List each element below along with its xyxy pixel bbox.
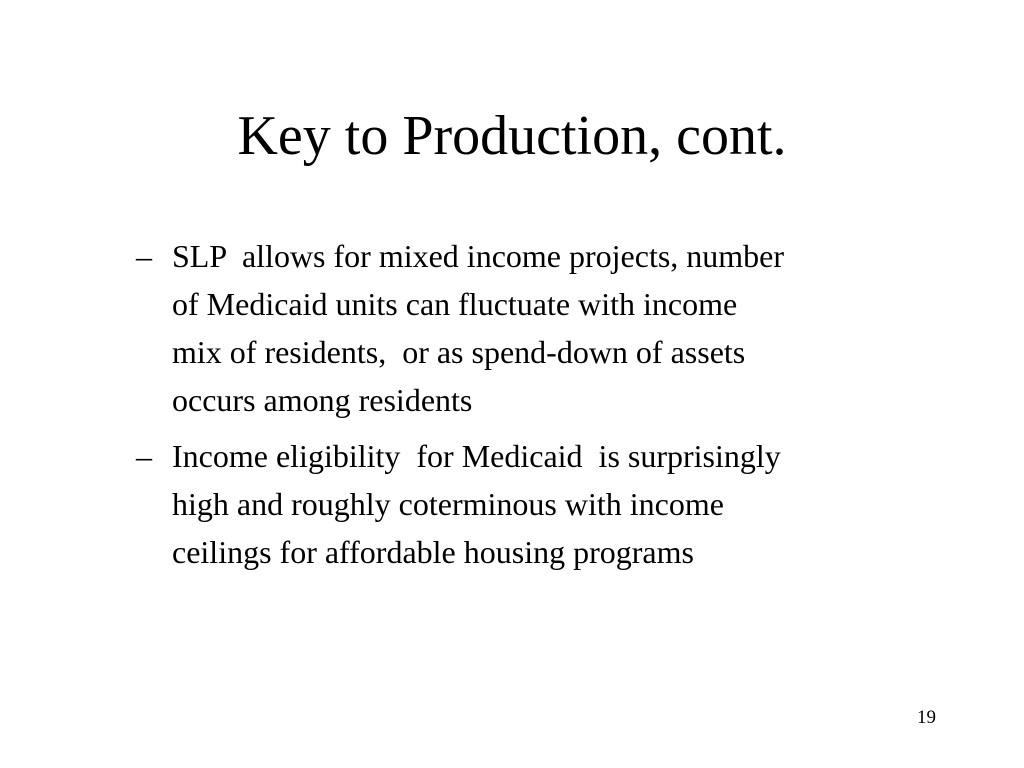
page-number: 19 [917, 707, 936, 728]
bullet-text-line: mix of residents, or as spend-down of assets [172, 334, 746, 370]
bullet-text-line: Income eligibility for Medicaid is surprisingly [172, 438, 781, 474]
bullet-text-line: of Medicaid units can fluctuate with income [172, 286, 738, 322]
bullet-dash: – [136, 238, 152, 274]
bullet-item [136, 232, 956, 424]
bullet-text-line: SLP allows for mixed income projects, number [172, 238, 785, 274]
bullet-list [136, 232, 956, 584]
bullet-text-line: occurs among residents [172, 382, 473, 418]
bullet-text-line: ceilings for affordable housing programs [172, 534, 694, 570]
bullet-item [136, 432, 956, 576]
bullet-dash: – [136, 438, 152, 474]
slide-title: Key to Production, cont. [237, 105, 787, 167]
bullet-text-line: high and roughly coterminous with income [172, 486, 724, 522]
